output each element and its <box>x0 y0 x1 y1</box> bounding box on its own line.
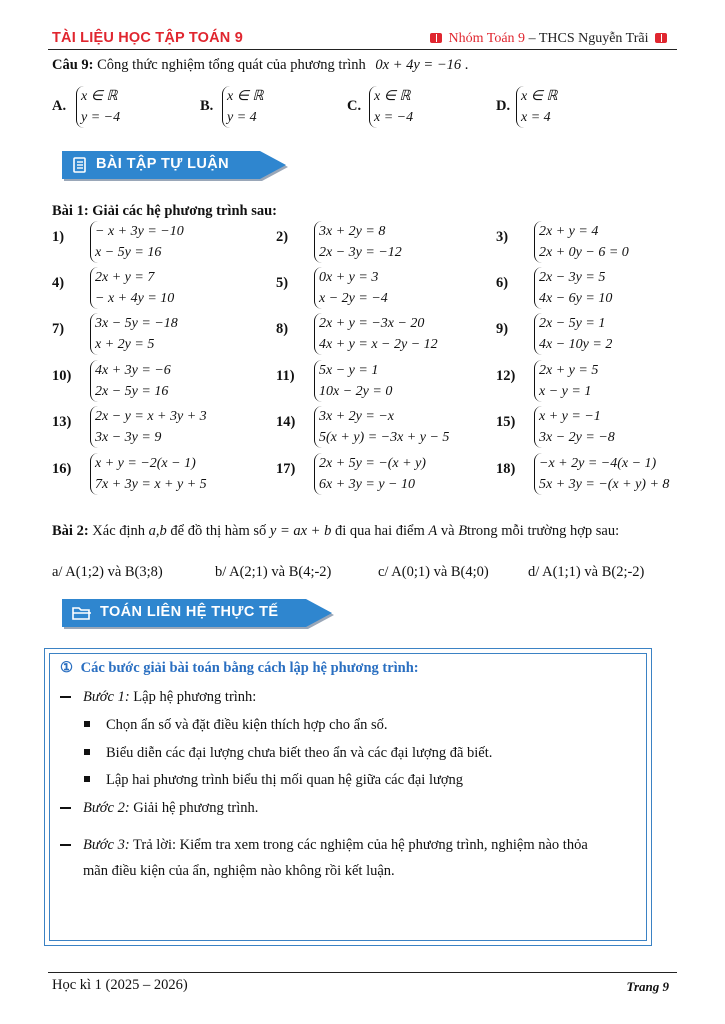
book-icon <box>430 33 442 43</box>
system-line: x ∈ ℝ <box>81 89 118 104</box>
step-1 <box>60 684 256 710</box>
math: A <box>428 523 438 539</box>
dash-icon <box>60 844 71 846</box>
equation-line: 2x − 3y = −12 <box>319 245 402 260</box>
equation-line: 2x + y = 7 <box>95 270 155 285</box>
equation-line: x + y = −1 <box>539 409 601 424</box>
case-b: b/ A(2;1) và B(4;-2) <box>215 564 332 580</box>
exercise-number: 10) <box>52 368 72 384</box>
step-label: Bước 3: <box>83 837 130 853</box>
system-line: x = −4 <box>374 110 414 125</box>
case-a: a/ A(1;2) và B(3;8) <box>52 564 163 580</box>
equation-line: 4x + 3y = −6 <box>95 363 171 378</box>
text: và <box>440 523 455 539</box>
equation-system <box>534 267 612 309</box>
option-system <box>222 86 264 128</box>
equation-system <box>90 453 207 495</box>
step-3 <box>60 832 588 858</box>
bullet-square-icon <box>84 721 90 727</box>
bullet-item <box>84 740 492 766</box>
equation-line: 2x + y = 5 <box>539 363 599 378</box>
bullet-square-icon <box>84 776 90 782</box>
equation-system <box>314 406 449 448</box>
equation-system <box>90 267 174 309</box>
exercise-2-text <box>52 520 667 542</box>
system-line: x ∈ ℝ <box>521 89 558 104</box>
option-label: C. <box>347 98 362 114</box>
equation-system <box>314 313 438 355</box>
equation-line: 3x − 5y = −18 <box>95 316 178 331</box>
option-system <box>516 86 558 128</box>
text: đi qua hai điểm <box>334 523 425 539</box>
text: trong mỗi trường hợp sau: <box>467 523 620 539</box>
bullet-item <box>84 767 463 793</box>
equation-system <box>314 360 392 402</box>
bullet-text: Chọn ẩn số và đặt điều kiện thích hợp cho ẩn số. <box>106 717 388 733</box>
equation-line: 4x − 6y = 10 <box>539 291 613 306</box>
header-divider <box>48 49 677 50</box>
step-text: Lập hệ phương trình: <box>133 689 257 705</box>
equation-line: − x + 3y = −10 <box>95 224 184 239</box>
question-label: Câu 9: <box>52 57 94 73</box>
exercise-2-label: Bài 2: <box>52 523 89 539</box>
footer-divider <box>48 972 677 973</box>
equation-line: x − 2y = −4 <box>319 291 388 306</box>
exercise-number: 16) <box>52 461 72 477</box>
question-text: Công thức nghiệm tổng quát của phương trình <box>97 57 366 73</box>
equation-line: 2x + 5y = −(x + y) <box>319 456 426 471</box>
equation-line: 3x − 2y = −8 <box>539 430 615 445</box>
dash-icon <box>60 696 71 698</box>
dash-icon <box>60 807 71 809</box>
equation-line: 5x + 3y = −(x + y) + 8 <box>539 477 670 492</box>
case-d: d/ A(1;1) và B(2;-2) <box>528 564 645 580</box>
exercise-number: 13) <box>52 414 72 430</box>
system-line: y = −4 <box>81 110 121 125</box>
book-icon <box>655 33 667 43</box>
equation-line: − x + 4y = 10 <box>95 291 175 306</box>
equation-system <box>90 360 171 402</box>
equation-line: x + y = −2(x − 1) <box>95 456 196 471</box>
equation-line: x + 2y = 5 <box>95 337 155 352</box>
exercise-number: 8) <box>276 321 289 337</box>
question-9 <box>52 57 468 74</box>
exercise-number: 9) <box>496 321 509 337</box>
step-text: Trả lời: Kiểm tra xem trong các nghiệm của hệ phương trình, nghiệm nào thỏa <box>133 837 588 853</box>
equation-system <box>314 221 402 263</box>
exercise-number: 7) <box>52 321 65 337</box>
math: B <box>458 523 468 539</box>
question-end: . <box>464 57 469 73</box>
step-text: Giải hệ phương trình. <box>133 800 259 816</box>
step-3-cont: mãn điều kiện của ẩn, nghiệm nào không rồi kết luận. <box>83 863 395 879</box>
equation-system <box>534 453 669 495</box>
equation-line: 3x + 2y = 8 <box>319 224 386 239</box>
bullet-square-icon <box>84 749 90 755</box>
equation-system <box>534 406 615 448</box>
equation-line: 3x + 2y = −x <box>319 409 394 424</box>
document-list-icon <box>72 157 88 173</box>
system-line: x = 4 <box>521 110 551 125</box>
case-c: c/ A(0;1) và B(4;0) <box>378 564 489 580</box>
equation-line: 2x + y = −3x − 20 <box>319 316 425 331</box>
exercise-number: 5) <box>276 275 289 291</box>
section-title: BÀI TẬP TỰ LUẬN <box>96 156 229 172</box>
header-school: THCS Nguyễn Trãi <box>538 31 649 46</box>
exercise-number: 3) <box>496 229 509 245</box>
exercise-number: 2) <box>276 229 289 245</box>
option-label: A. <box>52 98 67 114</box>
equation-system <box>534 221 629 263</box>
equation-system <box>314 453 426 495</box>
exercise-number: 6) <box>496 275 509 291</box>
equation-line: 0x + y = 3 <box>319 270 379 285</box>
equation-line: 4x + y = x − 2y − 12 <box>319 337 438 352</box>
system-line: y = 4 <box>227 110 257 125</box>
equation-line: x − 5y = 16 <box>95 245 162 260</box>
header-separator: – <box>528 31 536 46</box>
equation-line: x − y = 1 <box>539 384 592 399</box>
exercise-number: 15) <box>496 414 516 430</box>
equation-line: 2x − 3y = 5 <box>539 270 606 285</box>
math: a,b <box>148 523 167 539</box>
equation-line: 2x + y = 4 <box>539 224 599 239</box>
footer-term: Học kì 1 (2025 – 2026) <box>52 977 188 993</box>
equation-line: 5x − y = 1 <box>319 363 379 378</box>
equation-system <box>534 360 598 402</box>
equation-line: −x + 2y = −4(x − 1) <box>539 456 657 471</box>
circled-one-icon: ① <box>60 660 73 676</box>
system-line: x ∈ ℝ <box>227 89 264 104</box>
step-2 <box>60 795 258 821</box>
equation-system <box>534 313 612 355</box>
step-label: Bước 1: <box>83 689 130 705</box>
equation-line: 2x + 0y − 6 = 0 <box>539 245 629 260</box>
header-right <box>427 31 670 47</box>
exercise-number: 1) <box>52 229 65 245</box>
system-line: x ∈ ℝ <box>374 89 411 104</box>
exercise-number: 18) <box>496 461 516 477</box>
page-number: Trang 9 <box>626 979 669 994</box>
equation-line: 7x + 3y = x + y + 5 <box>95 477 207 492</box>
equation-line: 4x − 10y = 2 <box>539 337 613 352</box>
section-title: TOÁN LIÊN HỆ THỰC TẾ <box>100 604 279 620</box>
equation-line: 3x − 3y = 9 <box>95 430 162 445</box>
step-label: Bước 2: <box>83 800 130 816</box>
text: Xác định <box>92 523 146 539</box>
equation-system <box>90 313 178 355</box>
exercise-number: 11) <box>276 368 295 384</box>
equation-system <box>90 406 207 448</box>
exercise-number: 12) <box>496 368 516 384</box>
equation-system <box>314 267 388 309</box>
steps-title-text: Các bước giải bài toán bằng cách lập hệ phương trình: <box>80 660 419 676</box>
exercise-number: 14) <box>276 414 296 430</box>
text: để đồ thị hàm số <box>170 523 267 539</box>
header-title: TÀI LIỆU HỌC TẬP TOÁN 9 <box>52 30 243 46</box>
option-label: D. <box>496 98 511 114</box>
exercise-number: 17) <box>276 461 296 477</box>
bullet-item <box>84 712 388 738</box>
equation-line: 2x − 5y = 1 <box>539 316 606 331</box>
equation-line: 2x − 5y = 16 <box>95 384 169 399</box>
equation-line: 2x − y = x + 3y + 3 <box>95 409 207 424</box>
equation-line: 5(x + y) = −3x + y − 5 <box>319 430 450 445</box>
section-banner-practical <box>62 598 337 628</box>
section-banner-essay <box>62 150 292 180</box>
folder-icon <box>72 605 92 621</box>
exercise-number: 4) <box>52 275 65 291</box>
header-group: Nhóm Toán 9 <box>448 31 526 46</box>
option-label: B. <box>200 98 214 114</box>
steps-title <box>60 660 419 677</box>
bullet-text: Biểu diễn các đại lượng chưa biết theo ẩn và các đại lượng đã biết. <box>106 745 493 761</box>
option-system <box>369 86 413 128</box>
exercise-1-title: Bài 1: Giải các hệ phương trình sau: <box>52 203 277 219</box>
bullet-text: Lập hai phương trình biểu thị mối quan hệ giữa các đại lượng <box>106 772 464 788</box>
equation-system <box>90 221 184 263</box>
math: y = ax + b <box>269 523 332 539</box>
equation-line: 10x − 2y = 0 <box>319 384 393 399</box>
equation-line: 6x + 3y = y − 10 <box>319 477 415 492</box>
question-equation: 0x + 4y = −16 <box>375 57 462 73</box>
option-system <box>76 86 120 128</box>
